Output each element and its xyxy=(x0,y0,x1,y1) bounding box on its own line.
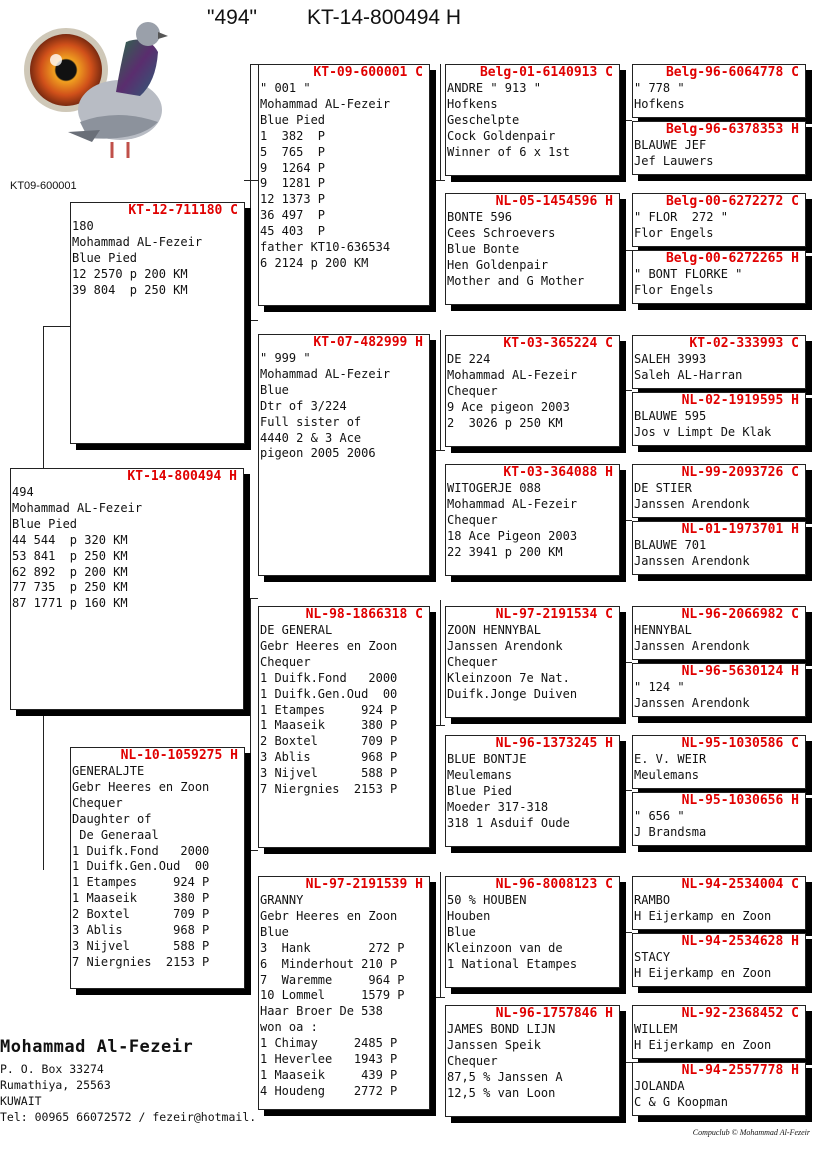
card-line: De Generaal xyxy=(72,827,159,842)
pedigree-card-gen5 xyxy=(632,64,806,118)
pedigree-card-gen5 xyxy=(632,606,806,660)
card-line: Blue Pied xyxy=(12,516,78,531)
ring-number: NL-97-2191534 C xyxy=(495,607,613,622)
card-line: 1 Etampes 924 P xyxy=(72,875,210,890)
card-line: 7 Waremme 964 P xyxy=(260,972,405,987)
card-line: JOLANDA xyxy=(634,1079,685,1093)
connector xyxy=(430,725,445,726)
card-line: Blue Pied xyxy=(260,112,326,127)
connector xyxy=(440,872,441,997)
ring-number: NL-95-1030656 H xyxy=(681,793,799,808)
card-line: Full sister of xyxy=(260,414,362,429)
card-line: RAMBO xyxy=(634,893,671,907)
card-line: Hofkens xyxy=(634,96,685,111)
card-line: Meulemans xyxy=(634,767,700,782)
owner-name: Mohammad Al-Fezeir xyxy=(0,1037,194,1057)
card-line: Chequer xyxy=(447,512,498,527)
card-line: 1 382 P xyxy=(260,128,326,143)
card-line: 4 Houdeng 2772 P xyxy=(260,1083,398,1098)
card-line: DE GENERAL xyxy=(260,623,333,637)
card-line: Daughter of xyxy=(72,811,152,826)
card-line: Janssen Speik xyxy=(447,1037,541,1052)
pedigree-card-sss xyxy=(445,64,620,176)
card-line: 5 765 P xyxy=(260,144,326,159)
card-line: Chequer xyxy=(447,654,498,669)
card-line: Blue Bonte xyxy=(447,241,520,256)
card-line: Gebr Heeres en Zoon xyxy=(260,908,398,923)
card-line: won oa : xyxy=(260,1020,318,1035)
owner-country: KUWAIT xyxy=(0,1094,42,1108)
ring-number: KT-02-333993 C xyxy=(689,336,799,351)
ring-number: NL-92-2368452 C xyxy=(681,1006,799,1021)
ring-number: NL-96-2066982 C xyxy=(681,607,799,622)
card-line: 3 Ablis 968 P xyxy=(72,923,210,938)
card-line: BLAUWE 595 xyxy=(634,409,707,423)
connector xyxy=(430,997,445,998)
ring-number: NL-99-2093726 C xyxy=(681,465,799,480)
card-line: 3 Ablis 968 P xyxy=(260,750,398,765)
pedigree-card-gen5 xyxy=(632,464,806,518)
card-line: 9 1264 P xyxy=(260,160,326,175)
pigeon-photo xyxy=(8,12,168,164)
card-line: Jef Lauwers xyxy=(634,153,714,168)
card-line: 12 2570 p 200 KM xyxy=(72,266,188,281)
card-line: C & G Koopman xyxy=(634,1094,728,1109)
card-line: 2 Boxtel 709 P xyxy=(260,734,398,749)
card-line: 3 Nijvel 588 P xyxy=(72,938,210,953)
card-line: Blue Pied xyxy=(447,783,513,798)
card-line: 22 3941 p 200 KM xyxy=(447,544,563,559)
card-line: Jos v Limpt De Klak xyxy=(634,424,772,439)
card-line: 87,5 % Janssen A xyxy=(447,1069,563,1084)
card-line: 36 497 P xyxy=(260,208,326,223)
pedigree-card-dam xyxy=(70,747,245,989)
card-line: JAMES BOND LIJN xyxy=(447,1022,556,1036)
pedigree-card-dds xyxy=(445,876,620,988)
ring-number: NL-96-1757846 H xyxy=(495,1006,613,1021)
card-line: GENERALJTE xyxy=(72,764,145,778)
card-line: 1 Duifk.Fond 2000 xyxy=(72,843,210,858)
pedigree-card-sire-sire xyxy=(258,64,430,306)
ring-number: NL-98-1866318 C xyxy=(305,607,423,622)
connector xyxy=(430,450,445,451)
ring-number: Belg-96-6064778 C xyxy=(665,65,799,80)
card-line: 494 xyxy=(12,485,34,499)
card-line: 2 Boxtel 709 P xyxy=(72,907,210,922)
pedigree-card-gen5 xyxy=(632,735,806,789)
card-line: 1 Etampes 924 P xyxy=(260,702,398,717)
card-line: BONTE 596 xyxy=(447,210,513,224)
card-line: WITOGERJE 088 xyxy=(447,481,541,495)
card-line: " 001 " xyxy=(260,81,311,95)
card-line: 39 804 p 250 KM xyxy=(72,282,188,297)
ring-number: Belg-00-6272265 H xyxy=(665,251,799,266)
pigeon-ring-title: KT-14-800494 H xyxy=(307,6,462,29)
card-line: " 124 " xyxy=(634,680,685,694)
card-line: Winner of 6 x 1st xyxy=(447,144,570,159)
connector xyxy=(620,932,632,933)
card-line: BLUE BONTJE xyxy=(447,752,527,766)
card-line: SALEH 3993 xyxy=(634,352,707,366)
ring-number: Belg-00-6272272 C xyxy=(665,194,799,209)
ring-number: KT-03-365224 C xyxy=(503,336,613,351)
pedigree-card-ssd xyxy=(445,193,620,305)
card-line: 12,5 % van Loon xyxy=(447,1085,556,1100)
connector xyxy=(250,64,251,180)
card-line: Chequer xyxy=(447,383,498,398)
card-line: H Eijerkamp en Zoon xyxy=(634,908,772,923)
connector xyxy=(440,64,441,180)
ring-number: KT-09-600001 C xyxy=(313,65,423,80)
connector xyxy=(250,598,251,850)
ring-number: KT-03-364088 H xyxy=(503,465,613,480)
ring-number: Belg-96-6378353 H xyxy=(665,122,799,137)
card-line: 4440 2 & 3 Ace xyxy=(260,430,362,445)
card-line: Janssen Arendonk xyxy=(634,553,750,568)
card-line: Blue xyxy=(260,924,289,939)
card-line: 6 2124 p 200 KM xyxy=(260,255,369,270)
card-line: " 999 " xyxy=(260,351,311,365)
card-line: H Eijerkamp en Zoon xyxy=(634,965,772,980)
card-line: Mohammad AL-Fezeir xyxy=(447,367,578,382)
photo-ring-label: KT09-600001 xyxy=(10,180,77,192)
pedigree-card-dsd xyxy=(445,735,620,847)
card-line: Hen Goldenpair xyxy=(447,257,549,272)
card-line: BLAUWE 701 xyxy=(634,538,707,552)
card-line: Hofkens xyxy=(447,96,498,111)
connector xyxy=(244,180,258,181)
card-line: Mohammad AL-Fezeir xyxy=(260,366,391,381)
pedigree-card-gen5 xyxy=(632,392,806,446)
card-line: 87 1771 p 160 KM xyxy=(12,596,128,611)
card-line: 10 Lommel 1579 P xyxy=(260,988,405,1003)
card-line: Kleinzoon van de xyxy=(447,940,563,955)
card-line: Gebr Heeres en Zoon xyxy=(260,638,398,653)
card-line: 1 Maaseik 439 P xyxy=(260,1067,398,1082)
connector xyxy=(430,180,445,181)
card-line: Blue xyxy=(260,382,289,397)
card-line: Gebr Heeres en Zoon xyxy=(72,779,210,794)
pedigree-card-sire-dam xyxy=(258,334,430,576)
card-line: Meulemans xyxy=(447,767,513,782)
ring-number: Belg-01-6140913 C xyxy=(479,65,613,80)
card-line: pigeon 2005 2006 xyxy=(260,446,376,461)
connector xyxy=(43,703,44,870)
card-line: 9 1281 P xyxy=(260,176,326,191)
card-line: 1 National Etampes xyxy=(447,956,578,971)
card-line: 7 Niergnies 2153 P xyxy=(260,782,398,797)
card-line: 2 3026 p 250 KM xyxy=(447,415,563,430)
card-line: Geschelpte xyxy=(447,112,520,127)
card-line: GRANNY xyxy=(260,893,304,907)
card-line: Cock Goldenpair xyxy=(447,128,556,143)
card-line: 77 735 p 250 KM xyxy=(12,580,128,595)
pedigree-card-sire xyxy=(70,202,245,444)
connector xyxy=(440,600,441,725)
connector xyxy=(620,1062,632,1063)
card-line: J Brandsma xyxy=(634,824,707,839)
ring-number: NL-97-2191539 H xyxy=(305,877,423,892)
connector xyxy=(620,120,632,121)
card-line: 1 Duifk.Gen.Oud 00 xyxy=(72,859,210,874)
pedigree-card-subject xyxy=(10,468,244,710)
ring-number: NL-10-1059275 H xyxy=(120,748,238,763)
connector xyxy=(620,390,632,391)
card-line: " BONT FLORKE " xyxy=(634,267,743,281)
card-line: 9 Ace pigeon 2003 xyxy=(447,399,570,414)
pedigree-card-gen5 xyxy=(632,121,806,175)
pedigree-card-gen5 xyxy=(632,521,806,575)
card-line: 180 xyxy=(72,219,94,233)
owner-contact: Tel: 00965 66072572 / fezeir@hotmail. xyxy=(0,1110,257,1124)
pigeon-name: "494" xyxy=(207,6,257,29)
pedigree-card-dss xyxy=(445,606,620,718)
connector xyxy=(250,320,258,321)
owner-address-line: P. O. Box 33274 xyxy=(0,1062,104,1076)
connector xyxy=(620,790,632,791)
pedigree-card-sds xyxy=(445,335,620,447)
card-line: DE STIER xyxy=(634,481,692,495)
card-line: 6 Minderhout 210 P xyxy=(260,956,398,971)
card-line: Janssen Arendonk xyxy=(634,638,750,653)
card-line: Janssen Arendonk xyxy=(447,638,563,653)
ring-number: NL-96-1373245 H xyxy=(495,736,613,751)
pedigree-card-dam-dam xyxy=(258,876,430,1110)
connector xyxy=(43,326,44,471)
ring-number: NL-94-2534628 H xyxy=(681,934,799,949)
card-line: Duifk.Jonge Duiven xyxy=(447,686,578,701)
card-line: 318 1 Asduif Oude xyxy=(447,815,570,830)
card-line: Haar Broer De 538 xyxy=(260,1004,383,1019)
ring-number: NL-96-8008123 C xyxy=(495,877,613,892)
pedigree-card-gen5 xyxy=(632,193,806,247)
card-line: STACY xyxy=(634,950,671,964)
card-line: 53 841 p 250 KM xyxy=(12,548,128,563)
card-line: Chequer xyxy=(72,795,123,810)
card-line: Mohammad AL-Fezeir xyxy=(12,500,143,515)
card-line: Flor Engels xyxy=(634,282,714,297)
card-line: 7 Niergnies 2153 P xyxy=(72,954,210,969)
card-line: Janssen Arendonk xyxy=(634,695,750,710)
card-line: WILLEM xyxy=(634,1022,678,1036)
ring-number: NL-95-1030586 C xyxy=(681,736,799,751)
card-line: Kleinzoon 7e Nat. xyxy=(447,670,570,685)
card-line: Houben xyxy=(447,908,491,923)
pigeon-illustration xyxy=(8,12,168,164)
footer-credit: Compuclub © Mohammad Al-Fezeir xyxy=(692,1128,810,1137)
card-line: 1 Maaseik 380 P xyxy=(260,718,398,733)
card-line: HENNYBAL xyxy=(634,623,692,637)
connector xyxy=(620,250,632,251)
pedigree-card-gen5 xyxy=(632,335,806,389)
card-line: 3 Hank 272 P xyxy=(260,940,405,955)
owner-address-line: Rumathiya, 25563 xyxy=(0,1078,111,1092)
connector xyxy=(250,64,258,65)
card-line: Cees Schroevers xyxy=(447,225,556,240)
card-line: Moeder 317-318 xyxy=(447,799,549,814)
card-line: Janssen Arendonk xyxy=(634,496,750,511)
card-line: Dtr of 3/224 xyxy=(260,398,347,413)
pedigree-card-gen5 xyxy=(632,1005,806,1059)
card-line: 1 Chimay 2485 P xyxy=(260,1036,398,1051)
card-line: Mohammad AL-Fezeir xyxy=(447,496,578,511)
ring-number: NL-94-2557778 H xyxy=(681,1063,799,1078)
card-line: ANDRE " 913 " xyxy=(447,81,541,95)
card-line: 1 Maaseik 380 P xyxy=(72,891,210,906)
pedigree-card-gen5 xyxy=(632,250,806,304)
ring-number: NL-01-1973701 H xyxy=(681,522,799,537)
card-line: Mohammad AL-Fezeir xyxy=(72,234,203,249)
pedigree-card-gen5 xyxy=(632,1062,806,1116)
card-line: " FLOR 272 " xyxy=(634,210,728,224)
card-line: H Eijerkamp en Zoon xyxy=(634,1037,772,1052)
card-line: ZOON HENNYBAL xyxy=(447,623,541,637)
ring-number: NL-94-2534004 C xyxy=(681,877,799,892)
card-line: Flor Engels xyxy=(634,225,714,240)
ring-number: KT-12-711180 C xyxy=(128,203,238,218)
pedigree-card-gen5 xyxy=(632,933,806,987)
pedigree-card-gen5 xyxy=(632,876,806,930)
card-line: 44 544 p 320 KM xyxy=(12,532,128,547)
card-line: BLAUWE JEF xyxy=(634,138,707,152)
connector xyxy=(440,330,441,450)
card-line: 18 Ace Pigeon 2003 xyxy=(447,528,578,543)
pedigree-card-dam-sire xyxy=(258,606,430,848)
card-line: 45 403 P xyxy=(260,224,326,239)
pedigree-card-gen5 xyxy=(632,663,806,717)
card-line: 1 Duifk.Fond 2000 xyxy=(260,670,398,685)
card-line: 12 1373 P xyxy=(260,192,326,207)
card-line: Blue xyxy=(447,924,476,939)
ring-number: NL-02-1919595 H xyxy=(681,393,799,408)
card-line: Mohammad AL-Fezeir xyxy=(260,96,391,111)
ring-number: KT-07-482999 H xyxy=(313,335,423,350)
pedigree-card-gen5 xyxy=(632,792,806,846)
ring-number: NL-05-1454596 H xyxy=(495,194,613,209)
card-line: father KT10-636534 xyxy=(260,240,391,255)
card-line: Blue Pied xyxy=(72,250,138,265)
connector xyxy=(620,520,632,521)
card-line: 3 Nijvel 588 P xyxy=(260,766,398,781)
ring-number: KT-14-800494 H xyxy=(127,469,237,484)
ring-number: NL-96-5630124 H xyxy=(681,664,799,679)
card-line: 50 % HOUBEN xyxy=(447,893,527,907)
card-line: Chequer xyxy=(260,654,311,669)
card-line: Chequer xyxy=(447,1053,498,1068)
card-line: Mother and G Mother xyxy=(447,273,585,288)
connector xyxy=(250,850,258,851)
card-line: " 656 " xyxy=(634,809,685,823)
card-line: 62 892 p 200 KM xyxy=(12,564,128,579)
pedigree-card-sdd xyxy=(445,464,620,576)
connector xyxy=(620,662,632,663)
card-line: DE 224 xyxy=(447,352,491,366)
connector xyxy=(250,598,258,599)
card-line: Saleh AL-Harran xyxy=(634,367,743,382)
card-line: 1 Duifk.Gen.Oud 00 xyxy=(260,686,398,701)
card-line: " 778 " xyxy=(634,81,685,95)
pedigree-card-ddd xyxy=(445,1005,620,1117)
connector xyxy=(43,326,70,327)
card-line: E. V. WEIR xyxy=(634,752,707,766)
card-line: 1 Heverlee 1943 P xyxy=(260,1052,398,1067)
connector xyxy=(250,180,251,320)
